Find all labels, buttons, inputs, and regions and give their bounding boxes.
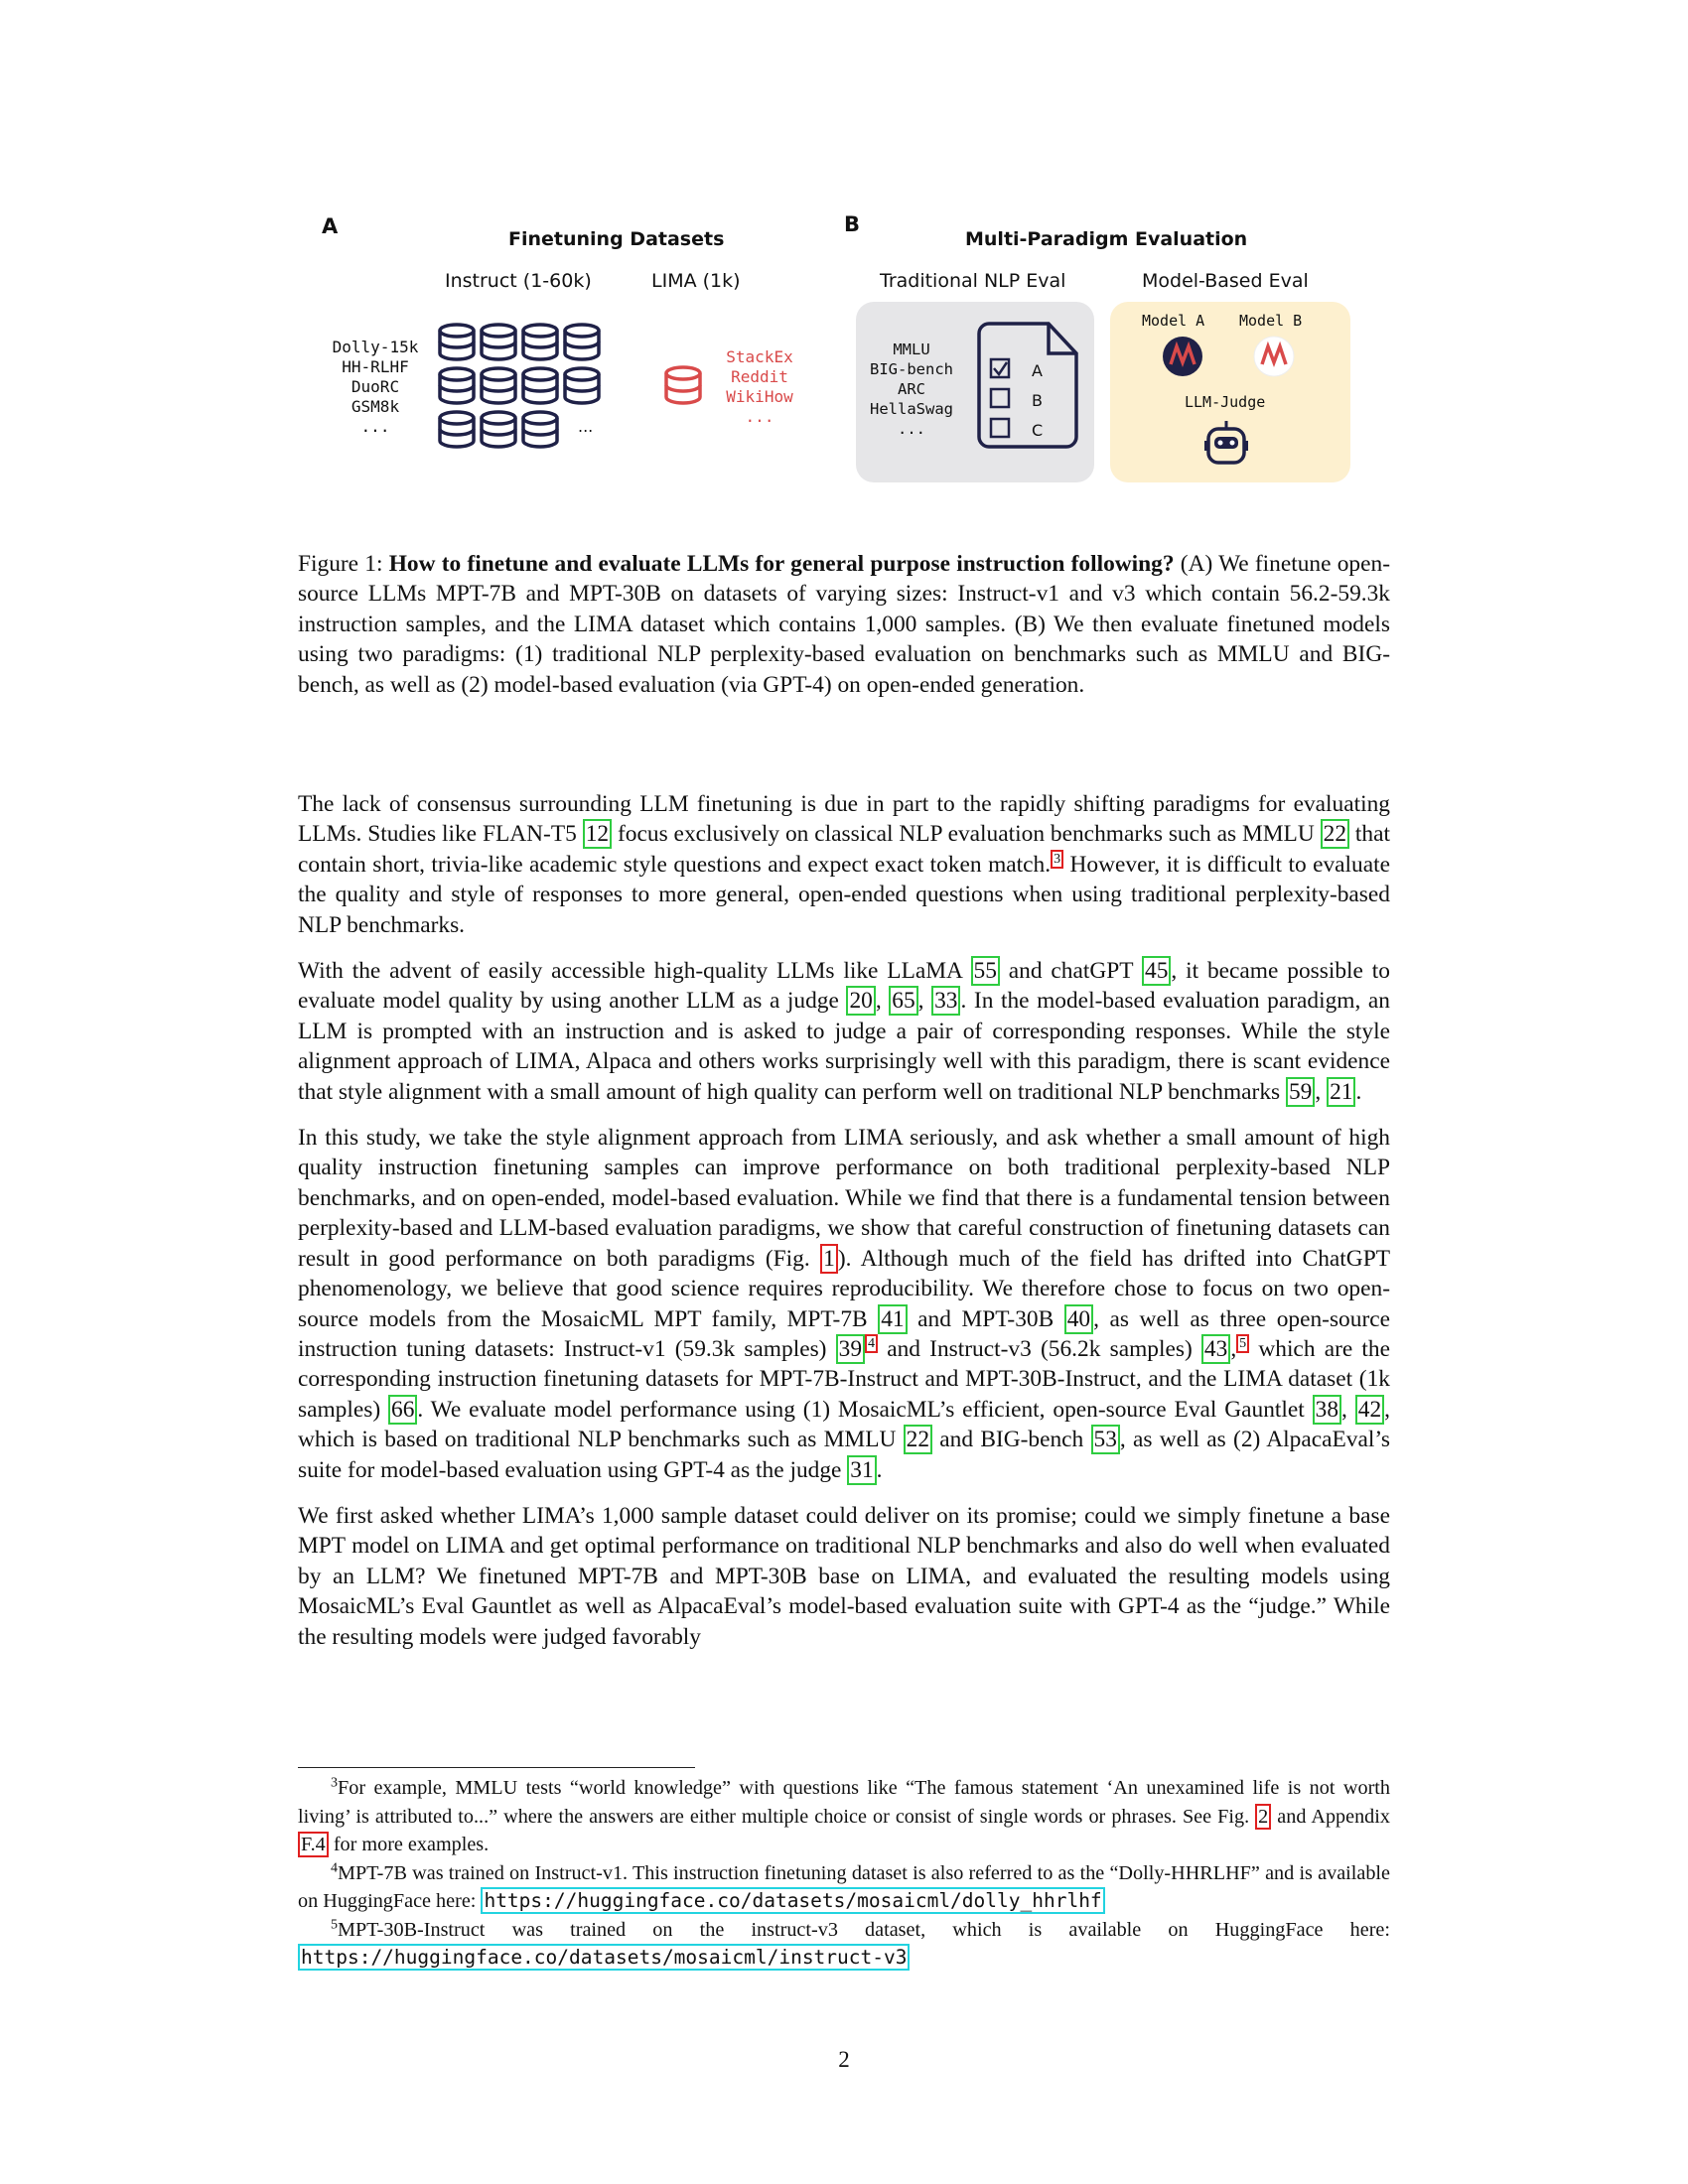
instruct-dataset-list: [326, 338, 425, 437]
figure-link[interactable]: 1: [820, 1244, 838, 1274]
document-icon: [977, 320, 1082, 451]
panel-a-title: Finetuning Datasets: [508, 228, 725, 250]
instruct-ellipsis: ...: [578, 417, 594, 436]
footnotes: [298, 1774, 1390, 1973]
citation-link[interactable]: 53: [1091, 1425, 1120, 1454]
citation-link[interactable]: 33: [931, 986, 960, 1016]
citation-link[interactable]: 31: [847, 1455, 876, 1485]
citation-link[interactable]: 55: [971, 956, 1000, 986]
benchmark-item: ARC: [898, 380, 925, 398]
footnote-divider: [298, 1767, 695, 1768]
model-b-label: Model B: [1239, 312, 1303, 330]
benchmark-item: HellaSwag: [870, 400, 953, 418]
footnote-link[interactable]: 4: [865, 1334, 878, 1353]
benchmark-item: BIG-bench: [870, 360, 953, 378]
caption-label: Figure 1:: [298, 551, 383, 577]
lima-label: LIMA (1k): [651, 270, 741, 292]
dataset-item: Reddit: [731, 367, 788, 386]
model-based-eval-label: Model-Based Eval: [1142, 270, 1309, 292]
option-c: C: [1032, 421, 1044, 440]
dataset-item: Dolly-15k: [332, 338, 419, 356]
dataset-item: ...: [360, 417, 390, 436]
benchmark-list: [862, 340, 961, 439]
caption-title: How to finetune and evaluate LLMs for general purpose instruction following?: [388, 551, 1175, 577]
citation-link[interactable]: 66: [388, 1395, 417, 1425]
dataset-item: HH-RLHF: [342, 357, 409, 376]
footnote-link[interactable]: 3: [1051, 850, 1063, 869]
citation-link[interactable]: 40: [1064, 1304, 1093, 1334]
paragraph-4: We first asked whether LIMA’s 1,000 sample dataset could deliver on its promise; could we simply finetune a base MPT model on LIMA and get optimal performance on traditional NLP benchmarks and also do well when evaluated by an LLM? We finetuned MPT-7B and MPT-30B base on LIMA, and evaluated the resulting models using MosaicML’s Eval Gauntlet as well as AlpacaEval’s model-based evaluation suite with GPT-4 as the “judge.” While the resulting models were judged favorably: [298, 1502, 1390, 1650]
paragraph-1: The lack of consensus surrounding LLM finetuning is due in part to the rapidly shifting paradigms for evaluating LLMs. Studies like FLAN-T5 12 focus exclusively on classical NLP evaluation benchmarks such as MMLU 22 that contain short, trivia-like academic style questions and expect exact token match. $^3$ However, it is difficult to evaluate the quality and style of responses to more general, open-ended questions when using traditional perplexity-based NLP benchmarks.: [298, 791, 1390, 938]
footnote-link[interactable]: 5: [1236, 1334, 1249, 1353]
llm-judge-label: LLM-Judge: [1185, 393, 1266, 411]
caption-text: (A) We finetune open-source LLMs MPT-7B and MPT-30B on datasets of varying sizes: Instruct-v1 and v3 which contain 56.2-59.3k instruction samples, and the LIMA dataset which contains 1,000 samples. (B) We then evaluate finetuned models using two paradigms: (1) traditional NLP perplexity-based evaluation on benchmarks such as MMLU and BIG-bench, as well as (2) model-based evaluation (via GPT-4) on open-ended generation.: [298, 551, 1390, 698]
body-text: [298, 789, 1390, 1668]
citation-link[interactable]: 43: [1201, 1334, 1230, 1364]
model-b-logo-icon: [1253, 336, 1295, 377]
dataset-item: ...: [745, 407, 774, 426]
citation-link[interactable]: 42: [1355, 1395, 1384, 1425]
robot-judge-icon: [1203, 419, 1249, 467]
figure-1: [298, 199, 1390, 496]
page-number: 2: [838, 2047, 850, 2072]
citation-link[interactable]: 12: [583, 819, 612, 849]
option-b: B: [1032, 391, 1043, 410]
citation-link[interactable]: 38: [1313, 1395, 1341, 1425]
benchmark-item: ...: [898, 420, 925, 438]
citation-link[interactable]: 22: [1321, 819, 1349, 849]
figure-caption: [298, 549, 1390, 700]
citation-link[interactable]: 20: [846, 986, 875, 1016]
panel-b-letter: B: [844, 212, 861, 236]
dataset-item: WikiHow: [726, 387, 793, 406]
footnote-4: $^4$MPT-7B was trained on Instruct-v1. This instruction finetuning dataset is also referred to as the “Dolly-HHRLHF” and is available on HuggingFace here: https://huggingface.co/datasets/mosaicml/dolly_hhrlhf: [298, 1859, 1390, 1912]
citation-link[interactable]: 39: [836, 1334, 865, 1364]
lima-database-icon: [663, 365, 705, 409]
panel-b-title: Multi-Paradigm Evaluation: [965, 228, 1248, 250]
dataset-item: StackEx: [726, 347, 793, 366]
option-a: A: [1032, 361, 1043, 380]
paragraph-2: With the advent of easily accessible high-quality LLMs like LLaMA 55 and chatGPT 45 , it became possible to evaluate model quality by using another LLM as a judge 20 , 65 , 33 . In the model-based evaluation paradigm, an LLM is prompted with an instruction and is asked to judge a pair of corresponding responses. While the style alignment approach of LIMA, Alpaca and others works surprisingly well with this paradigm, there is scant evidence that style alignment with a small amount of high quality can perform well on traditional NLP benchmarks 59 , 21 .: [298, 958, 1390, 1105]
figure-link[interactable]: 2: [1255, 1804, 1271, 1830]
citation-link[interactable]: 45: [1142, 956, 1171, 986]
panel-a-letter: A: [322, 214, 339, 238]
dataset-item: GSM8k: [351, 397, 400, 416]
traditional-eval-label: Traditional NLP Eval: [880, 270, 1066, 292]
appendix-link[interactable]: F.4: [298, 1832, 329, 1857]
url-link[interactable]: https://huggingface.co/datasets/mosaicml/instruct-v3: [298, 1944, 910, 1971]
footnote-3: $^3$For example, MMLU tests “world knowledge” with questions like “The famous statement ‘An unexamined life is not worth living’ is attributed to...” where the answers are either multiple choice or consist of single words or phrases. See Fig. 2 and Appendix F.4 for more examples.: [298, 1775, 1390, 1855]
model-a-logo-icon: [1162, 336, 1203, 377]
footnote-5: $^5$MPT-30B-Instruct was trained on the instruct-v3 dataset, which is available on HuggingFace here: https://huggingface.co/datasets/mosaicml/instruct-v3: [298, 1916, 1390, 1973]
citation-link[interactable]: 41: [878, 1304, 907, 1334]
instruct-label: Instruct (1-60k): [445, 270, 592, 292]
citation-link[interactable]: 21: [1327, 1077, 1355, 1107]
paragraph-3: In this study, we take the style alignment approach from LIMA seriously, and ask whether a small amount of high quality instruction finetuning samples can improve performance on both traditional perplexity-based NLP benchmarks, and on open-ended, model-based evaluation. While we find that there is a fundamental tension between perplexity-based and LLM-based evaluation paradigms, we show that careful construction of finetuning datasets can result in good performance on both paradigms (Fig. 1 ). Although much of the field has drifted into ChatGPT phenomenology, we believe that good science requires reproducibility. We therefore chose to focus on two open-source models from the MosaicML MPT family, MPT-7B 41 and MPT-30B 40 , as well as three open-source instruction tuning datasets: Instruct-v1 (59.3k samples) 39 $^4$ and Instruct-v3 (56.2k samples) 43 , $^5$ which are the corresponding instruction finetuning datasets for MPT-7B-Instruct and MPT-30B-Instruct, and the LIMA dataset (1k samples) 66 . We evaluate model performance using (1) MosaicML’s efficient, open-source Eval Gauntlet 38 , 42 , which is based on traditional NLP benchmarks such as MMLU 22 and BIG-bench 53 , as well as (2) AlpacaEval’s suite for model-based evaluation using GPT-4 as the judge 31 .: [298, 1125, 1391, 1483]
url-link[interactable]: https://huggingface.co/datasets/mosaicml/dolly_hhrlhf: [481, 1887, 1104, 1914]
benchmark-item: MMLU: [893, 341, 930, 358]
lima-dataset-list: [715, 347, 804, 427]
dataset-item: DuoRC: [351, 377, 400, 396]
citation-link[interactable]: 59: [1286, 1077, 1315, 1107]
citation-link[interactable]: 22: [904, 1425, 932, 1454]
model-a-label: Model A: [1142, 312, 1205, 330]
citation-link[interactable]: 65: [889, 986, 917, 1016]
